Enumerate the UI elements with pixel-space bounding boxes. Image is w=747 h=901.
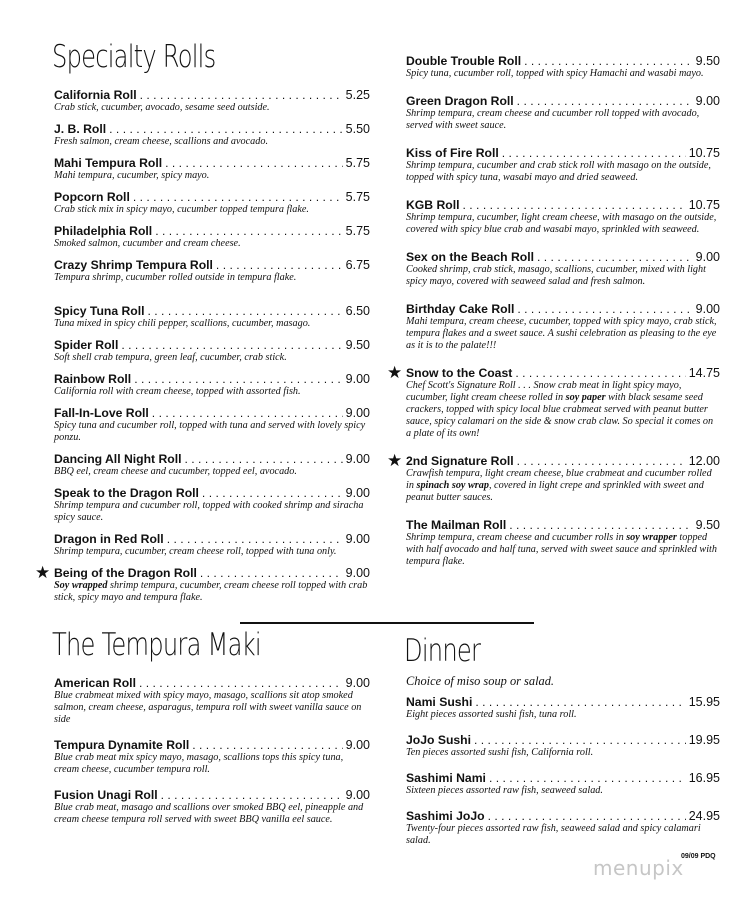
item-description-text: , covered in light crepe and sprinkled with sweet and peanut butter sauces. (406, 480, 704, 503)
tempura-column (54, 628, 370, 826)
item-price: 9.50 (695, 54, 720, 68)
menu-item (54, 190, 370, 216)
item-description: Soft shell crab tempura, green leaf, cucumber, crab stick. (54, 352, 287, 363)
item-description: Tuna mixed in spicy chili pepper, scallions, cucumber, masago. (54, 318, 311, 329)
item-name: Double Trouble Roll (406, 54, 522, 68)
item-description-text: Chef Scott's Signature Roll . . . Snow crab meat in light spicy mayo, cucumber, light cream cheese rolled in (406, 380, 682, 403)
item-price: 14.75 (688, 366, 720, 380)
item-price: 6.50 (345, 304, 370, 318)
item-description: California roll with cream cheese, topped with assorted fish. (54, 386, 301, 397)
item-description (406, 532, 720, 568)
item-description: BBQ eel, cream cheese and cucumber, topped eel, avocado. (54, 466, 297, 477)
item-name: The Mailman Roll (406, 518, 507, 532)
menu-item (406, 54, 720, 80)
item-price: 9.00 (345, 372, 370, 386)
item-description: Crab stick, cucumber, avocado, sesame seed outside. (54, 102, 270, 113)
item-price: 6.75 (345, 258, 370, 272)
item-price: 24.95 (688, 809, 720, 823)
item-price: 10.75 (688, 198, 720, 212)
item-description: Eight pieces assorted sushi fish, tuna roll. (406, 709, 577, 720)
item-name: Popcorn Roll (54, 190, 130, 204)
item-name: Fall-In-Love Roll (54, 406, 149, 420)
item-description: Shrimp tempura, cucumber, light cream cheese, with masago on the outside, covered with spicy blue crab and wasabi mayo, sprinkled with seaweed. (406, 212, 717, 235)
dinner-note: Choice of miso soup or salad. (406, 674, 555, 688)
item-description: Twenty-four pieces assorted raw fish, seaweed salad and spicy calamari salad. (406, 823, 701, 846)
item-name: 2nd Signature Roll (406, 454, 514, 468)
menu-item (54, 676, 370, 726)
menu-item (54, 532, 370, 558)
item-name: Crazy Shrimp Tempura Roll (54, 258, 213, 272)
item-name: Spicy Tuna Roll (54, 304, 145, 318)
menu-item (54, 224, 370, 250)
menu-item (387, 363, 720, 440)
tempura-title: The Tempura Maki (52, 627, 261, 663)
item-price: 12.00 (688, 454, 720, 468)
menu-item (54, 788, 370, 826)
item-price: 5.75 (345, 224, 370, 238)
menu-item (35, 563, 370, 604)
item-description (54, 580, 370, 604)
item-description: Shrimp tempura and cucumber roll, topped with cooked shrimp and siracha spicy sauce. (54, 500, 364, 523)
item-price: 5.75 (345, 156, 370, 170)
item-name: California Roll (54, 88, 137, 102)
menu-item (387, 451, 720, 504)
item-description: Cooked shrimp, crab stick, masago, scallions, cucumber, mixed with light spicy mayo, covered with seaweed salad and fresh salmon. (406, 264, 706, 287)
item-price: 9.00 (345, 486, 370, 500)
specialty-right-column (387, 54, 720, 568)
item-name: Nami Sushi (406, 695, 473, 709)
menu-item (54, 338, 370, 364)
menu-item (54, 372, 370, 398)
item-name: American Roll (54, 676, 136, 690)
item-description: Blue crab meat mix spicy mayo, masago, scallions tops this spicy tuna, cream cheese, cucumber tempura roll. (54, 752, 344, 775)
menu-item (406, 518, 720, 568)
item-price: 5.25 (345, 88, 370, 102)
menu-item (406, 94, 720, 132)
star-icon: ★ (35, 563, 51, 583)
item-description: Ten pieces assorted sushi fish, California roll. (406, 747, 594, 758)
item-name: Rainbow Roll (54, 372, 132, 386)
item-price: 9.00 (695, 302, 720, 316)
item-description (406, 468, 720, 504)
item-price: 5.75 (345, 190, 370, 204)
item-description: Shrimp tempura, cucumber and crab stick roll with masago on the outside, topped with spicy tuna, wasabi mayo and dried seaweed. (406, 160, 711, 183)
menu-item (54, 486, 370, 524)
item-description-bold: soy paper (565, 392, 606, 403)
menu-item (54, 122, 370, 148)
item-price: 9.00 (345, 788, 370, 802)
item-description-text: Shrimp tempura, cream cheese and cucumber rolls in (406, 532, 627, 543)
item-description: Smoked salmon, cucumber and cream cheese. (54, 238, 241, 249)
item-price: 9.00 (345, 532, 370, 546)
item-name: Sashimi Nami (406, 771, 486, 785)
section-divider (240, 622, 534, 624)
dinner-column (406, 634, 720, 847)
item-price: 15.95 (688, 695, 720, 709)
item-description-text: Crawfish tempura, light cream cheese, blue crabmeat and cucumber rolled in (406, 468, 712, 491)
dinner-title: Dinner (404, 633, 481, 669)
menu-item (406, 771, 720, 797)
item-name: Philadelphia Roll (54, 224, 153, 238)
item-price: 10.75 (688, 146, 720, 160)
menu-item (54, 258, 370, 284)
item-name: JoJo Sushi (406, 733, 472, 747)
item-description: Blue crabmeat mixed with spicy mayo, masago, scallions sit atop smoked salmon, cream cheese, asparagus, tempura roll with sweet vanilla sauce on side (54, 690, 362, 725)
item-name: Snow to the Coast (406, 366, 513, 380)
item-description-text: with black sesame seed crackers, topped with spicy local blue crabmeat served with peanut butter sauce, spicy calamari on the side & snow crab claw. So special it comes on a plate of its own! (406, 392, 714, 439)
item-description-text: shrimp tempura, cucumber, cream cheese roll topped with crab stick, spicy mayo and tempura flake. (54, 580, 368, 603)
item-name: Spider Roll (54, 338, 119, 352)
item-name: J. B. Roll (54, 122, 107, 136)
menu-item (406, 198, 720, 236)
item-name: Dragon in Red Roll (54, 532, 164, 546)
menu-item (54, 88, 370, 114)
item-description: Spicy tuna and cucumber roll, topped with tuna and served with lovely spicy ponzu. (54, 420, 366, 443)
menu-item (54, 156, 370, 182)
item-description: Crab stick mix in spicy mayo, cucumber topped tempura flake. (54, 204, 309, 215)
item-description-text: topped with half avocado and half tuna, served with sweet sauce and sprinkled with tempura flake. (406, 532, 717, 567)
item-name: Birthday Cake Roll (406, 302, 515, 316)
item-description: Shrimp tempura, cucumber, cream cheese roll, topped with tuna only. (54, 546, 337, 557)
menu-item (54, 738, 370, 776)
item-description: Mahi tempura, cucumber, spicy mayo. (54, 170, 210, 181)
specialty-title: Specialty Rolls (52, 39, 216, 75)
menu-item (54, 304, 370, 330)
item-description-bold: spinach soy wrap (416, 480, 489, 491)
menu-item (406, 250, 720, 288)
item-description-bold: Soy wrapped (54, 580, 108, 591)
item-price: 9.00 (345, 566, 370, 580)
item-price: 9.00 (345, 406, 370, 420)
item-name: Tempura Dynamite Roll (54, 738, 190, 752)
item-description: Fresh salmon, cream cheese, scallions and avocado. (54, 136, 268, 147)
item-name: Speak to the Dragon Roll (54, 486, 199, 500)
menu-item (406, 809, 720, 847)
item-price: 9.00 (345, 452, 370, 466)
item-name: Green Dragon Roll (406, 94, 514, 108)
item-description: Sixteen pieces assorted raw fish, seaweed salad. (406, 785, 603, 796)
item-description: Mahi tempura, cream cheese, cucumber, topped with spicy mayo, crab stick, tempura flakes and a sweet sauce. A sushi celebration as pleasing to the eye as it is to the palate!!! (406, 316, 717, 351)
footer-code: 09/09 PDQ (681, 853, 716, 860)
item-name: Fusion Unagi Roll (54, 788, 158, 802)
menu-item (406, 733, 720, 759)
item-name: Dancing All Night Roll (54, 452, 182, 466)
item-description (406, 380, 720, 440)
menu-item (406, 695, 720, 721)
item-price: 9.50 (345, 338, 370, 352)
item-price: 9.00 (345, 738, 370, 752)
item-description: Spicy tuna, cucumber roll, topped with spicy Hamachi and wasabi mayo. (406, 68, 704, 79)
menu-item (406, 146, 720, 184)
menu-item (406, 302, 720, 352)
item-name: Sashimi JoJo (406, 809, 485, 823)
specialty-left-column (35, 39, 370, 604)
item-price: 9.00 (345, 676, 370, 690)
menu-item (54, 452, 370, 478)
item-price: 5.50 (345, 122, 370, 136)
item-name: Being of the Dragon Roll (54, 566, 197, 580)
item-price: 9.00 (695, 250, 720, 264)
item-price: 19.95 (688, 733, 720, 747)
item-name: KGB Roll (406, 198, 460, 212)
watermark: menupix (593, 856, 684, 880)
item-price: 9.50 (695, 518, 720, 532)
item-description: Blue crab meat, masago and scallions over smoked BBQ eel, pineapple and cream cheese tempura roll served with sweet BBQ vanilla eel sauce. (54, 802, 364, 825)
item-description-bold: soy wrapper (626, 532, 677, 543)
item-description: Shrimp tempura, cream cheese and cucumber roll topped with avocado, served with sweet sauce. (406, 108, 700, 131)
item-description: Tempura shrimp, cucumber rolled outside in tempura flake. (54, 272, 297, 283)
item-name: Sex on the Beach Roll (406, 250, 534, 264)
star-icon: ★ (387, 451, 403, 471)
star-icon: ★ (387, 363, 403, 383)
menu-item (54, 406, 370, 444)
item-name: Kiss of Fire Roll (406, 146, 499, 160)
item-name: Mahi Tempura Roll (54, 156, 163, 170)
item-price: 9.00 (695, 94, 720, 108)
item-price: 16.95 (688, 771, 720, 785)
